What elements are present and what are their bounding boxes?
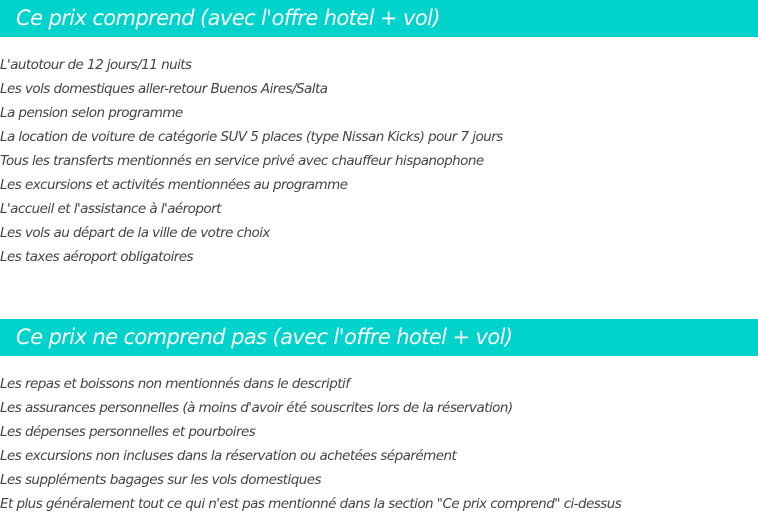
excluded-section-header xyxy=(0,319,758,356)
included-section-header xyxy=(0,0,758,37)
included-section-title: Ce prix comprend (avec l'offre hotel + vol) xyxy=(16,6,440,30)
excluded-item: Les dépenses personnelles et pourboires xyxy=(0,424,256,440)
included-item: La pension selon programme xyxy=(0,105,183,121)
included-item: Tous les transferts mentionnés en service privé avec chauffeur hispanophone xyxy=(0,153,484,169)
included-item: Les taxes aéroport obligatoires xyxy=(0,249,194,265)
included-item: L'accueil et l'assistance à l'aéroport xyxy=(0,201,221,217)
included-items-list xyxy=(0,53,503,269)
excluded-section-title: Ce prix ne comprend pas (avec l'offre hotel + vol) xyxy=(16,325,513,349)
included-item: Les excursions et activités mentionnées au programme xyxy=(0,177,348,193)
excluded-item: Les suppléments bagages sur les vols domestiques xyxy=(0,472,322,488)
excluded-items-list xyxy=(0,372,621,516)
included-item: L'autotour de 12 jours/11 nuits xyxy=(0,57,192,73)
included-item: Les vols au départ de la ville de votre choix xyxy=(0,225,270,241)
excluded-item: Les assurances personnelles (à moins d'avoir été souscrites lors de la réservation) xyxy=(0,400,513,416)
excluded-item: Et plus généralement tout ce qui n'est pas mentionné dans la section "Ce prix comprend" ci-dessus xyxy=(0,496,622,512)
excluded-item: Les repas et boissons non mentionnés dans le descriptif xyxy=(0,376,350,392)
excluded-item: Les excursions non incluses dans la réservation ou achetées séparément xyxy=(0,448,457,464)
included-item: Les vols domestiques aller-retour Buenos Aires/Salta xyxy=(0,81,328,97)
included-item: La location de voiture de catégorie SUV 5 places (type Nissan Kicks) pour 7 jours xyxy=(0,129,503,145)
